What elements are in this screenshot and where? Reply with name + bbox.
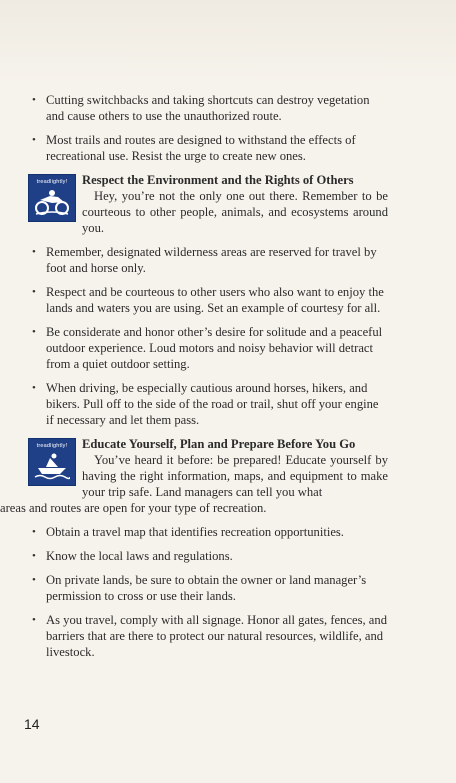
bullet-list-bottom (28, 524, 388, 660)
tread-lightly-badge (28, 438, 76, 486)
badge-brand-text: treadlightly! (36, 179, 68, 185)
page-content (0, 92, 388, 668)
section-body: You’ve heard it before: be prepared! Educate yourself by having the right information, maps, and equipment to make your trip safe. Land managers can tell you what areas and routes are open for your type of recreation. (0, 453, 388, 515)
list-item: • Most trails and routes are designed to withstand the effects of recreational use. Resist the urge to create new ones. (28, 132, 388, 164)
atv-icon (34, 188, 70, 216)
tread-lightly-badge (28, 174, 76, 222)
badge-brand-text: treadlightly! (36, 443, 68, 449)
list-item: • As you travel, comply with all signage. Honor all gates, fences, and barriers that are there to protect our natural resources, wildlife, and livestock. (28, 612, 388, 660)
list-item: • Cutting switchbacks and taking shortcuts can destroy vegetation and cause others to use the unauthorized route. (28, 92, 388, 124)
section-educate-yourself (0, 436, 388, 516)
faded-header-area (0, 0, 456, 80)
list-item: • Remember, designated wilderness areas are reserved for travel by foot and horse only. (28, 244, 388, 276)
section-body: Hey, you’re not the only one out there. Remember to be courteous to other people, animals, and ecosystems around you. (82, 189, 388, 235)
bullet-list-top (28, 92, 388, 164)
list-item: • On private lands, be sure to obtain the owner or land manager’s permission to cross or use their lands. (28, 572, 388, 604)
list-item: • Know the local laws and regulations. (28, 548, 388, 564)
section-respect-environment (28, 172, 388, 236)
bullet-list-middle (28, 244, 388, 428)
section-title: Educate Yourself, Plan and Prepare Before You Go (82, 437, 356, 451)
list-item: • Respect and be courteous to other users who also want to enjoy the lands and waters you are using. Set an example of courtesy for all. (28, 284, 388, 316)
list-item: • Obtain a travel map that identifies recreation opportunities. (28, 524, 388, 540)
list-item: • When driving, be especially cautious around horses, hikers, and bikers. Pull off to the side of the road or trail, shut off your engine if necessary and let them pass. (28, 380, 388, 428)
section-title: Respect the Environment and the Rights of Others (82, 173, 354, 187)
boat-icon (34, 452, 70, 480)
page-number: 14 (24, 716, 40, 732)
list-item: • Be considerate and honor other’s desire for solitude and a peaceful outdoor experience. Loud motors and noisy behavior will detract from a quiet outdoor setting. (28, 324, 388, 372)
